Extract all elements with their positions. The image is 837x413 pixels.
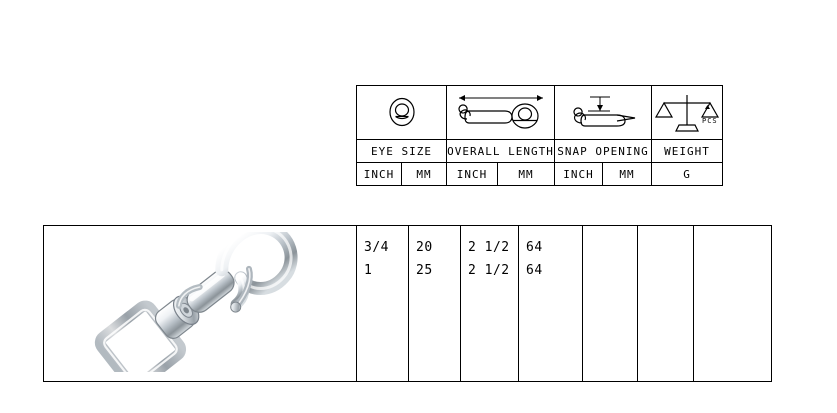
eye-size-inch-row-2: 1 [364, 263, 373, 278]
eye-size-inch-row-1: 3/4 [364, 240, 389, 255]
snap-opening-icon [555, 86, 651, 139]
snap-opening-icon-cell [555, 86, 652, 140]
eye-size-mm-row-1: 20 [416, 240, 433, 255]
spec-unit-row [357, 163, 723, 186]
snap-opening-unit-mm: MM [603, 163, 652, 186]
overall-length-icon-cell [447, 86, 555, 140]
eye-size-icon [357, 86, 446, 139]
spec-icon-row [357, 86, 723, 140]
overall-length-inch-row-1: 2 1/2 [468, 240, 510, 255]
eye-size-unit-inch: INCH [357, 163, 402, 186]
table-row [44, 226, 772, 382]
eye-size-inch-values [357, 226, 409, 382]
overall-length-inch-values [461, 226, 519, 382]
weight-scale-icon [652, 86, 722, 139]
weight-g-values [694, 226, 772, 382]
snap-opening-mm-values [638, 226, 694, 382]
overall-length-mm-row-1: 64 [526, 240, 543, 255]
swivel-snap-hook-photo [85, 232, 315, 376]
overall-length-unit-inch: INCH [447, 163, 498, 186]
eye-size-mm-values [409, 226, 461, 382]
eye-size-mm-row-2: 25 [416, 263, 433, 278]
eye-size-unit-mm: MM [402, 163, 447, 186]
weight-icon-cell [652, 86, 723, 140]
product-data-table [43, 225, 772, 382]
snap-opening-inch-values [583, 226, 638, 382]
product-photo-cell [44, 226, 357, 382]
snap-opening-label: SNAP OPENING [555, 140, 652, 163]
weight-label: WEIGHT [652, 140, 723, 163]
snap-opening-unit-inch: INCH [555, 163, 603, 186]
weight-unit-g: G [652, 163, 723, 186]
overall-length-label: OVERALL LENGTH [447, 140, 555, 163]
overall-length-unit-mm: MM [498, 163, 555, 186]
spec-header-table [356, 85, 723, 186]
eye-size-icon-cell [357, 86, 447, 140]
spec-name-row [357, 140, 723, 163]
overall-length-inch-row-2: 2 1/2 [468, 263, 510, 278]
weight-icon-pcs-label: PCS [702, 116, 718, 125]
overall-length-icon [447, 86, 554, 139]
overall-length-mm-values [519, 226, 583, 382]
eye-size-label: EYE SIZE [357, 140, 447, 163]
overall-length-mm-row-2: 64 [526, 263, 543, 278]
